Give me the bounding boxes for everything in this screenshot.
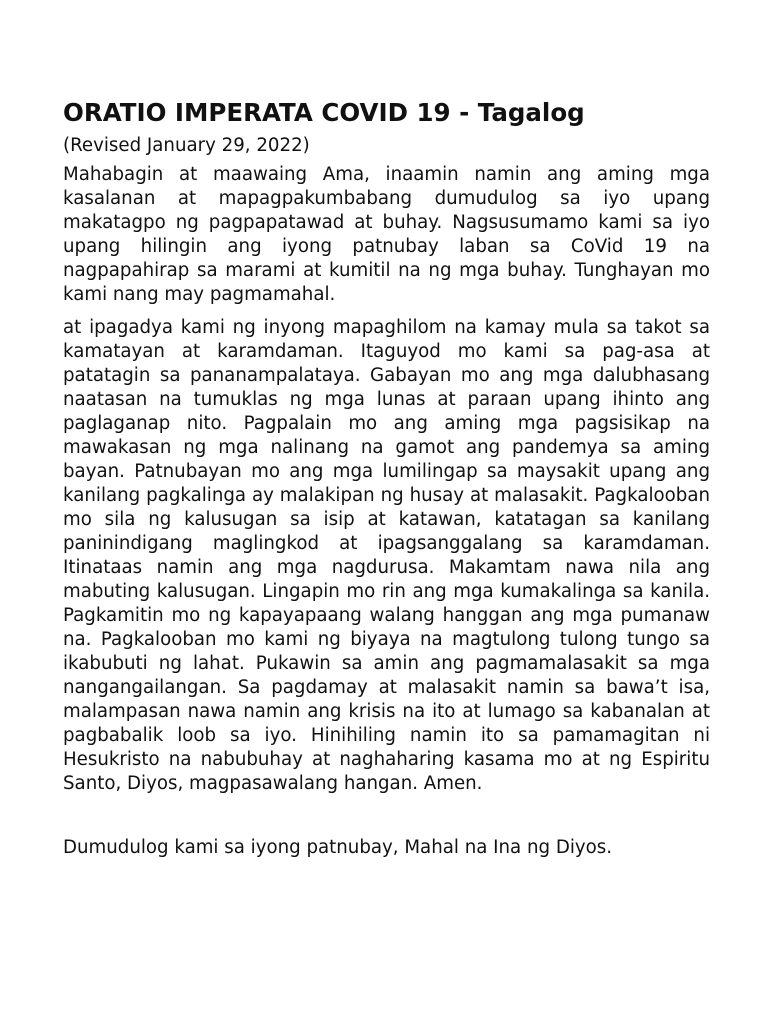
- closing-line: Dumudulog kami sa iyong patnubay, Mahal na Ina ng Diyos.: [63, 837, 613, 858]
- prayer-paragraph-1: Mahabagin at maawaing Ama, inaamin namin ang aming mga kasalanan at mapagpakumbabang dumudulog sa iyo upang makatagpo ng pagpapatawad at buhay. Nagsusumamo kami sa iyo upang hilingin ang iyong patnubay laban sa CoVid 19 na nagpapahirap sa marami at kumitil na ng mga buhay. Tunghayan mo kami nang may pagmamahal.: [63, 164, 710, 305]
- document-page: [63, 96, 710, 860]
- prayer-paragraph-2: at ipagadya kami ng inyong mapaghilom na kamay mula sa takot sa kamatayan at karamdaman. Itaguyod mo kami sa pag-asa at patatagin sa pananampalataya. Gabayan mo ang mga dalubhasang naatasan na tumuklas ng mga lunas at paraan upang ihinto ang paglaganap nito. Pagpalain mo ang aming mga pagsisikap na mawakasan ng mga nalinang na gamot ang pandemya sa aming bayan. Patnubayan mo ang mga lumilingap sa maysakit upang ang kanilang pagkalinga ay malakipan ng husay at malasakit. Pagkalooban mo sila ng kalusugan sa isip at katawan, katatagan sa kanilang paninindigang maglingkod at ipagsanggalang sa karamdaman. Itinataas namin ang mga nagdurusa. Makamtam nawa nila ang mabuting kalusugan. Lingapin mo rin ang mga kumakalinga sa kanila. Pagkamitin mo ng kapayapaang walang hanggan ang mga pumanaw na. Pagkalooban mo kami ng biyaya na magtulong tulong tungo sa ikabubuti ng lahat. Pukawin sa amin ang pagmamalasakit sa mga nangangailangan. Sa pagdamay at malasakit namin sa bawa’t isa, malampasan nawa namin ang krisis na ito at lumago sa kabanalan at pagbabalik loob sa iyo. Hinihiling namin ito sa pamamagitan ni Hesukristo na nabubuhay at naghaharing kasama mo at ng Espiritu Santo, Diyos, magpasawalang hangan. Amen.: [63, 317, 710, 794]
- document-title: ORATIO IMPERATA COVID 19 - Tagalog: [63, 98, 585, 127]
- revision-date: (Revised January 29, 2022): [63, 135, 310, 156]
